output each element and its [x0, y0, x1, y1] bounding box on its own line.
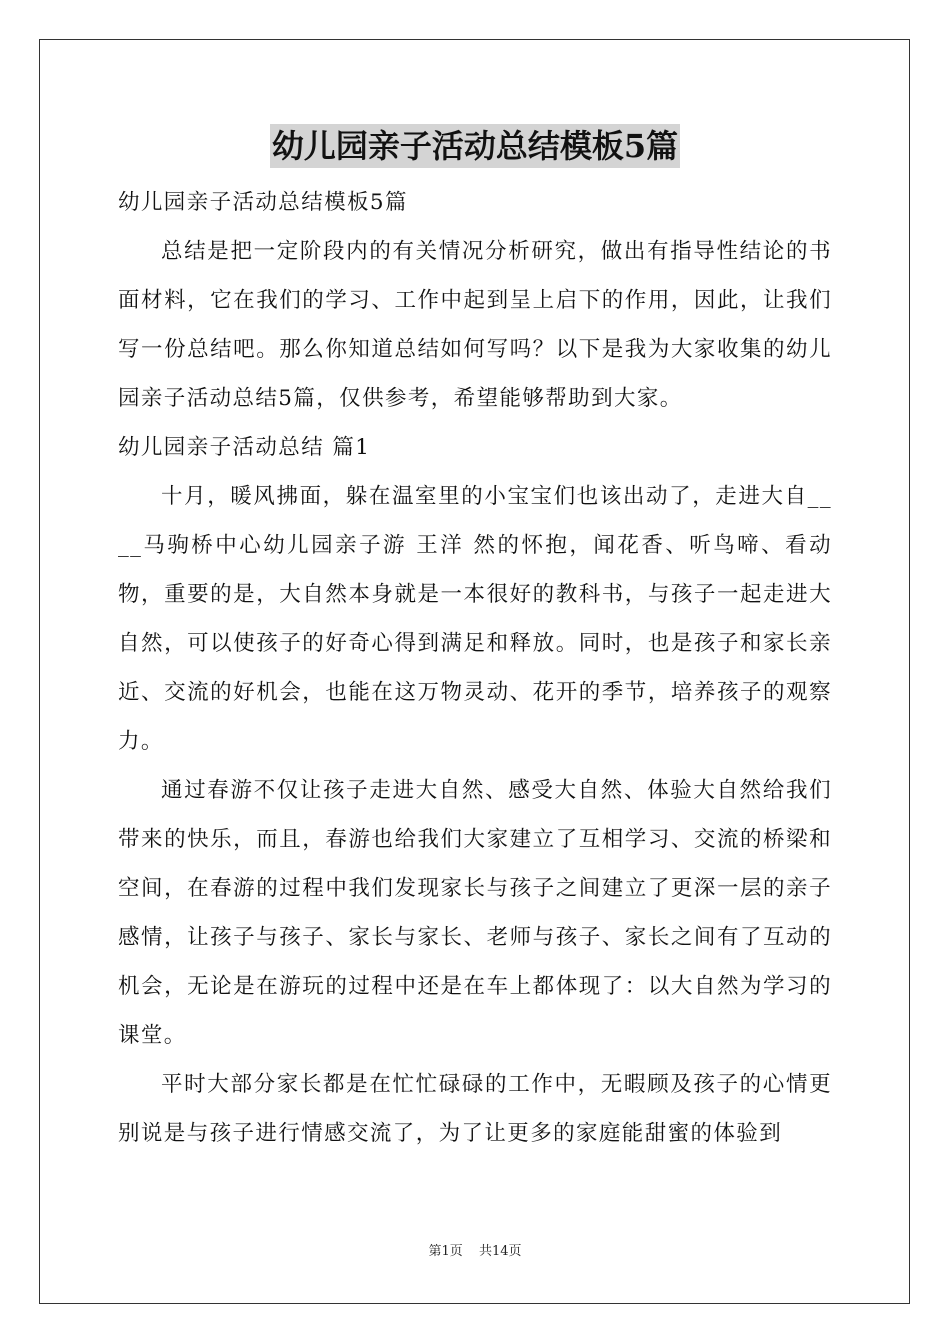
body-paragraph: 总结是把一定阶段内的有关情况分析研究，做出有指导性结论的书面材料，它在我们的学习、工作中起到呈上启下的作用，因此，让我们写一份总结吧。那么你知道总结如何写吗？以下是我为大家收集的幼儿园亲子活动总结5篇，仅供参考，希望能够帮助到大家。: [118, 239, 832, 411]
document-body: [118, 178, 832, 1158]
body-paragraph: 通过春游不仅让孩子走进大自然、感受大自然、体验大自然给我们带来的快乐，而且，春游也给我们大家建立了互相学习、交流的桥梁和空间，在春游的过程中我们发现家长与孩子之间建立了更深一层的亲子感情，让孩子与孩子、家长与家长、老师与孩子、家长之间有了互动的机会，无论是在游玩的过程中还是在车上都体现了：以大自然为学习的课堂。: [118, 778, 832, 1048]
page-footer: [0, 1243, 950, 1261]
section-heading: 幼儿园亲子活动总结 篇1: [118, 435, 371, 460]
section-heading: 幼儿园亲子活动总结模板5篇: [118, 190, 408, 215]
document-title: [0, 124, 950, 168]
body-paragraph: 十月，暖风拂面，躲在温室里的小宝宝们也该出动了，走进大自____马驹桥中心幼儿园亲子游 王洋 然的怀抱，闻花香、听鸟啼、看动物，重要的是，大自然本身就是一本很好的教科书，与孩子一起走进大自然，可以使孩子的好奇心得到满足和释放。同时，也是孩子和家长亲近、交流的好机会，也能在这万物灵动、花开的季节，培养孩子的观察力。: [118, 484, 832, 754]
document-title-text: 幼儿园亲子活动总结模板5篇: [270, 124, 680, 168]
page-total: 共14页: [478, 1244, 522, 1259]
body-paragraph: 平时大部分家长都是在忙忙碌碌的工作中，无暇顾及孩子的心情更别说是与孩子进行情感交流了，为了让更多的家庭能甜蜜的体验到: [118, 1072, 832, 1146]
page-number: 第1页: [428, 1244, 463, 1259]
